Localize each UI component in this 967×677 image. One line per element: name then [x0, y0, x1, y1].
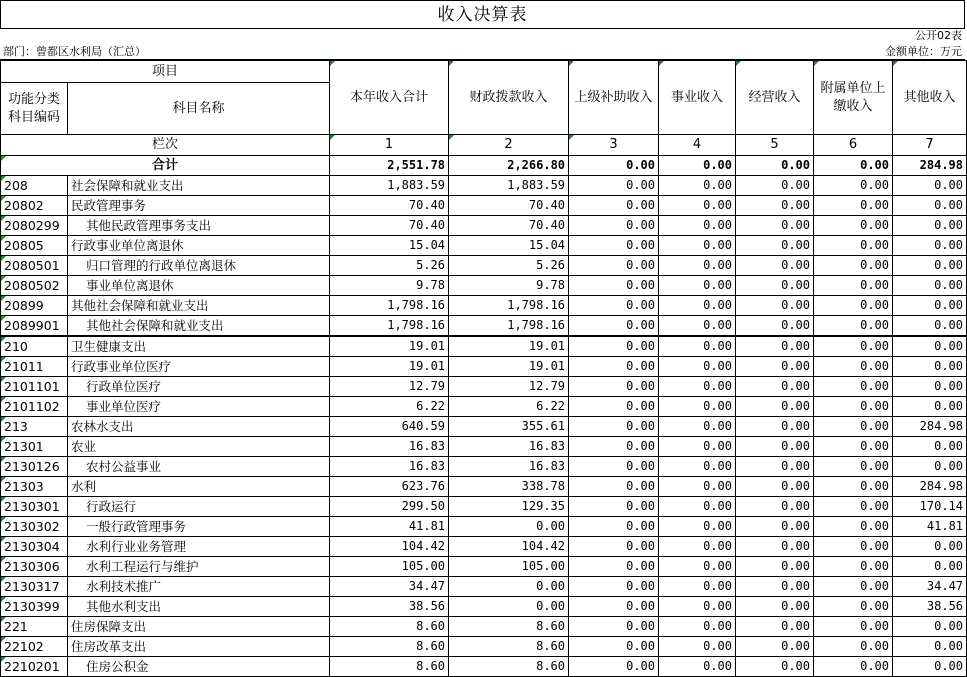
function-code-cell: 2130399 [1, 597, 68, 617]
header-row-top [1, 61, 967, 83]
function-code-cell: 21011 [1, 357, 68, 377]
function-code-cell: 22102 [1, 637, 68, 657]
amount-cell: 0.00 [736, 517, 814, 537]
amount-cell: 41.81 [330, 517, 449, 537]
form-code: 公开02表 [915, 29, 962, 42]
function-code-cell: 2101101 [1, 377, 68, 397]
amount-cell: 0.00 [659, 296, 736, 316]
amount-cell: 0.00 [569, 276, 659, 296]
amount-cell: 0.00 [814, 657, 893, 677]
function-code-cell: 2101102 [1, 397, 68, 417]
amount-cell: 0.00 [893, 617, 967, 637]
function-code-cell: 2130301 [1, 497, 68, 517]
header-item-group: 项目 [1, 61, 330, 83]
amount-cell: 299.50 [330, 497, 449, 517]
amount-cell: 0.00 [814, 256, 893, 276]
header-col-7: 其他收入 [893, 61, 967, 135]
seq-number: 7 [893, 135, 967, 156]
amount-cell: 0.00 [736, 617, 814, 637]
amount-cell: 0.00 [569, 397, 659, 417]
amount-cell: 0.00 [659, 597, 736, 617]
amount-cell: 0.00 [659, 196, 736, 216]
table-row [1, 617, 967, 637]
header-col-6: 附属单位上缴收入 [814, 61, 893, 135]
amount-cell: 0.00 [736, 437, 814, 457]
subject-name-cell: 水利技术推广 [68, 577, 330, 597]
amount-cell: 0.00 [814, 577, 893, 597]
amount-cell: 1,798.16 [449, 296, 569, 316]
amount-cell: 0.00 [736, 637, 814, 657]
amount-cell: 0.00 [814, 637, 893, 657]
amount-cell: 0.00 [659, 276, 736, 296]
amount-cell: 1,883.59 [449, 176, 569, 196]
amount-cell: 0.00 [736, 477, 814, 497]
amount-cell: 16.83 [330, 437, 449, 457]
amount-cell: 0.00 [893, 256, 967, 276]
subject-name-cell: 农业 [68, 437, 330, 457]
function-code-cell: 21301 [1, 437, 68, 457]
amount-cell: 0.00 [659, 617, 736, 637]
subject-name-cell: 事业单位离退休 [68, 276, 330, 296]
amount-cell: 19.01 [330, 357, 449, 377]
amount-cell: 0.00 [659, 236, 736, 256]
amount-cell: 0.00 [893, 176, 967, 196]
total-value: 0.00 [659, 156, 736, 176]
amount-cell: 0.00 [569, 357, 659, 377]
amount-cell: 6.22 [330, 397, 449, 417]
amount-cell: 129.35 [449, 497, 569, 517]
amount-cell: 0.00 [893, 216, 967, 236]
amount-cell: 105.00 [330, 557, 449, 577]
amount-cell: 0.00 [814, 457, 893, 477]
amount-cell: 1,798.16 [330, 296, 449, 316]
amount-cell: 0.00 [736, 657, 814, 677]
function-code-cell: 2089901 [1, 316, 68, 337]
table-row [1, 176, 967, 196]
function-code-cell: 221 [1, 617, 68, 637]
amount-cell: 34.47 [330, 577, 449, 597]
function-code-cell: 2080501 [1, 256, 68, 276]
function-code-cell: 213 [1, 417, 68, 437]
amount-cell: 0.00 [449, 577, 569, 597]
amount-cell: 355.61 [449, 417, 569, 437]
amount-cell: 0.00 [893, 296, 967, 316]
subject-name-cell: 事业单位医疗 [68, 397, 330, 417]
amount-cell: 0.00 [659, 336, 736, 357]
seq-number: 3 [569, 135, 659, 156]
amount-cell: 0.00 [814, 236, 893, 256]
table-row [1, 397, 967, 417]
table-row [1, 577, 967, 597]
amount-cell: 623.76 [330, 477, 449, 497]
amount-cell: 0.00 [449, 517, 569, 537]
subject-name-cell: 其他社会保障和就业支出 [68, 296, 330, 316]
amount-cell: 0.00 [569, 597, 659, 617]
header-col-5: 经营收入 [736, 61, 814, 135]
function-code-cell: 2080299 [1, 216, 68, 236]
amount-cell: 8.60 [330, 657, 449, 677]
amount-cell: 16.83 [449, 437, 569, 457]
header-col-4: 事业收入 [659, 61, 736, 135]
amount-cell: 0.00 [569, 296, 659, 316]
amount-cell: 105.00 [449, 557, 569, 577]
amount-cell: 0.00 [814, 617, 893, 637]
function-code-cell: 210 [1, 336, 68, 357]
function-code-cell: 21303 [1, 477, 68, 497]
amount-cell: 0.00 [814, 296, 893, 316]
subject-name-cell: 行政事业单位离退休 [68, 236, 330, 256]
amount-cell: 0.00 [659, 176, 736, 196]
amount-cell: 0.00 [893, 457, 967, 477]
amount-cell: 0.00 [659, 417, 736, 437]
table-row [1, 216, 967, 236]
amount-cell: 0.00 [814, 357, 893, 377]
subject-name-cell: 行政运行 [68, 497, 330, 517]
amount-cell: 0.00 [659, 397, 736, 417]
subject-name-cell: 其他水利支出 [68, 597, 330, 617]
function-code-cell: 2130126 [1, 457, 68, 477]
amount-cell: 0.00 [814, 196, 893, 216]
amount-cell: 15.04 [330, 236, 449, 256]
total-row [1, 156, 967, 176]
amount-cell: 0.00 [569, 417, 659, 437]
amount-cell: 0.00 [814, 557, 893, 577]
subject-name-cell: 其他民政管理事务支出 [68, 216, 330, 236]
amount-cell: 0.00 [659, 216, 736, 236]
amount-cell: 0.00 [814, 517, 893, 537]
table-row [1, 657, 967, 677]
amount-cell: 0.00 [736, 397, 814, 417]
table-row [1, 296, 967, 316]
table-row [1, 557, 967, 577]
table-row [1, 236, 967, 256]
amount-cell: 8.60 [449, 617, 569, 637]
header-col-2: 财政拨款收入 [449, 61, 569, 135]
function-code-cell: 2130306 [1, 557, 68, 577]
amount-cell: 0.00 [814, 216, 893, 236]
amount-cell: 0.00 [736, 236, 814, 256]
amount-cell: 0.00 [569, 477, 659, 497]
subject-name-cell: 农林水支出 [68, 417, 330, 437]
amount-cell: 0.00 [659, 357, 736, 377]
amount-cell: 0.00 [659, 557, 736, 577]
subject-name-cell: 一般行政管理事务 [68, 517, 330, 537]
header-subject-name: 科目名称 [68, 83, 330, 135]
table-row [1, 517, 967, 537]
subject-name-cell: 社会保障和就业支出 [68, 176, 330, 196]
total-value: 284.98 [893, 156, 967, 176]
amount-cell: 0.00 [569, 176, 659, 196]
seq-number: 2 [449, 135, 569, 156]
amount-cell: 0.00 [893, 397, 967, 417]
amount-cell: 0.00 [659, 457, 736, 477]
amount-cell: 0.00 [659, 517, 736, 537]
amount-cell: 9.78 [449, 276, 569, 296]
amount-cell: 70.40 [449, 216, 569, 236]
amount-cell: 0.00 [659, 437, 736, 457]
amount-cell: 0.00 [893, 276, 967, 296]
subject-name-cell: 水利工程运行与维护 [68, 557, 330, 577]
amount-cell: 0.00 [569, 617, 659, 637]
amount-cell: 0.00 [736, 417, 814, 437]
amount-cell: 0.00 [893, 316, 967, 337]
amount-cell: 41.81 [893, 517, 967, 537]
amount-cell: 0.00 [814, 477, 893, 497]
amount-cell: 0.00 [893, 236, 967, 256]
amount-cell: 0.00 [814, 336, 893, 357]
amount-cell: 0.00 [569, 517, 659, 537]
amount-cell: 0.00 [736, 316, 814, 337]
amount-cell: 0.00 [569, 437, 659, 457]
amount-cell: 0.00 [569, 557, 659, 577]
total-label: 合计 [1, 156, 330, 176]
amount-cell: 70.40 [330, 216, 449, 236]
amount-cell: 0.00 [659, 637, 736, 657]
table-row [1, 457, 967, 477]
subject-name-cell: 其他社会保障和就业支出 [68, 316, 330, 337]
amount-cell: 0.00 [736, 557, 814, 577]
amount-cell: 0.00 [814, 597, 893, 617]
amount-cell: 0.00 [814, 397, 893, 417]
seq-number: 5 [736, 135, 814, 156]
amount-cell: 0.00 [736, 176, 814, 196]
amount-cell: 0.00 [659, 577, 736, 597]
amount-cell: 0.00 [569, 316, 659, 337]
amount-cell: 0.00 [893, 657, 967, 677]
amount-cell: 0.00 [893, 377, 967, 397]
amount-cell: 0.00 [569, 236, 659, 256]
table-row [1, 537, 967, 557]
amount-cell: 0.00 [814, 377, 893, 397]
amount-cell: 8.60 [330, 637, 449, 657]
header-func-code: 功能分类科目编码 [1, 83, 68, 135]
amount-cell: 0.00 [814, 316, 893, 337]
amount-cell: 0.00 [659, 537, 736, 557]
table-row [1, 497, 967, 517]
amount-cell: 0.00 [736, 497, 814, 517]
amount-cell: 0.00 [569, 497, 659, 517]
subject-name-cell: 住房公积金 [68, 657, 330, 677]
amount-cell: 0.00 [814, 276, 893, 296]
amount-cell: 0.00 [736, 216, 814, 236]
amount-cell: 8.60 [449, 657, 569, 677]
function-code-cell: 2080502 [1, 276, 68, 296]
amount-cell: 12.79 [449, 377, 569, 397]
amount-cell: 0.00 [569, 216, 659, 236]
amount-cell: 0.00 [893, 196, 967, 216]
subject-name-cell: 水利行业业务管理 [68, 537, 330, 557]
function-code-cell: 20899 [1, 296, 68, 316]
amount-cell: 640.59 [330, 417, 449, 437]
subject-name-cell: 住房保障支出 [68, 617, 330, 637]
total-value: 0.00 [569, 156, 659, 176]
subject-name-cell: 农村公益事业 [68, 457, 330, 477]
unit-label: 金额单位：万元 [885, 45, 962, 58]
table-row [1, 417, 967, 437]
amount-cell: 15.04 [449, 236, 569, 256]
amount-cell: 0.00 [569, 537, 659, 557]
amount-cell: 0.00 [736, 597, 814, 617]
function-code-cell: 2130302 [1, 517, 68, 537]
seq-number: 6 [814, 135, 893, 156]
seq-number: 4 [659, 135, 736, 156]
amount-cell: 0.00 [736, 296, 814, 316]
amount-cell: 9.78 [330, 276, 449, 296]
subject-name-cell: 住房改革支出 [68, 637, 330, 657]
subject-name-cell: 卫生健康支出 [68, 336, 330, 357]
table-row [1, 196, 967, 216]
table-row [1, 316, 967, 337]
amount-cell: 0.00 [736, 457, 814, 477]
amount-cell: 0.00 [736, 357, 814, 377]
function-code-cell: 20802 [1, 196, 68, 216]
table-row [1, 336, 967, 357]
seq-label: 栏次 [1, 135, 330, 156]
table-row [1, 597, 967, 617]
table-row [1, 357, 967, 377]
meta-line [0, 43, 965, 60]
amount-cell: 0.00 [893, 357, 967, 377]
amount-cell: 38.56 [330, 597, 449, 617]
amount-cell: 0.00 [736, 577, 814, 597]
amount-cell: 0.00 [569, 637, 659, 657]
amount-cell: 1,883.59 [330, 176, 449, 196]
table-title: 收入决算表 [0, 0, 965, 29]
function-code-cell: 20805 [1, 236, 68, 256]
amount-cell: 1,798.16 [449, 316, 569, 337]
amount-cell: 38.56 [893, 597, 967, 617]
amount-cell: 0.00 [569, 657, 659, 677]
header-col-1: 本年收入合计 [330, 61, 449, 135]
amount-cell: 0.00 [569, 256, 659, 276]
amount-cell: 0.00 [814, 437, 893, 457]
total-value: 2,551.78 [330, 156, 449, 176]
amount-cell: 19.01 [449, 357, 569, 377]
amount-cell: 0.00 [569, 577, 659, 597]
amount-cell: 8.60 [330, 617, 449, 637]
amount-cell: 0.00 [814, 176, 893, 196]
amount-cell: 0.00 [569, 336, 659, 357]
seq-number: 1 [330, 135, 449, 156]
table-row [1, 276, 967, 296]
subject-name-cell: 水利 [68, 477, 330, 497]
amount-cell: 19.01 [330, 336, 449, 357]
table-row [1, 377, 967, 397]
amount-cell: 0.00 [736, 256, 814, 276]
subject-name-cell: 民政管理事务 [68, 196, 330, 216]
function-code-cell: 2210201 [1, 657, 68, 677]
amount-cell: 5.26 [330, 256, 449, 276]
department-label: 部门：曾都区水利局（汇总） [3, 45, 146, 58]
amount-cell: 0.00 [659, 497, 736, 517]
amount-cell: 0.00 [736, 276, 814, 296]
amount-cell: 0.00 [449, 597, 569, 617]
amount-cell: 0.00 [736, 336, 814, 357]
amount-cell: 0.00 [659, 477, 736, 497]
amount-cell: 0.00 [893, 336, 967, 357]
amount-cell: 8.60 [449, 637, 569, 657]
amount-cell: 16.83 [449, 457, 569, 477]
amount-cell: 284.98 [893, 417, 967, 437]
total-value: 0.00 [736, 156, 814, 176]
subject-name-cell: 归口管理的行政单位离退休 [68, 256, 330, 276]
amount-cell: 170.14 [893, 497, 967, 517]
amount-cell: 6.22 [449, 397, 569, 417]
amount-cell: 0.00 [659, 316, 736, 337]
amount-cell: 104.42 [330, 537, 449, 557]
amount-cell: 0.00 [569, 377, 659, 397]
amount-cell: 12.79 [330, 377, 449, 397]
seq-row [1, 135, 967, 156]
subject-name-cell: 行政单位医疗 [68, 377, 330, 397]
function-code-cell: 208 [1, 176, 68, 196]
table-row [1, 637, 967, 657]
amount-cell: 0.00 [814, 417, 893, 437]
amount-cell: 70.40 [449, 196, 569, 216]
amount-cell: 70.40 [330, 196, 449, 216]
income-table [0, 60, 967, 677]
function-code-cell: 2130304 [1, 537, 68, 557]
table-row [1, 437, 967, 457]
table-row [1, 256, 967, 276]
amount-cell: 19.01 [449, 336, 569, 357]
total-value: 0.00 [814, 156, 893, 176]
header-col-3: 上级补助收入 [569, 61, 659, 135]
total-value: 2,266.80 [449, 156, 569, 176]
amount-cell: 0.00 [893, 637, 967, 657]
amount-cell: 0.00 [659, 657, 736, 677]
amount-cell: 0.00 [814, 497, 893, 517]
amount-cell: 16.83 [330, 457, 449, 477]
amount-cell: 0.00 [569, 457, 659, 477]
amount-cell: 0.00 [736, 196, 814, 216]
amount-cell: 0.00 [659, 377, 736, 397]
amount-cell: 1,798.16 [330, 316, 449, 337]
amount-cell: 34.47 [893, 577, 967, 597]
amount-cell: 0.00 [893, 437, 967, 457]
amount-cell: 284.98 [893, 477, 967, 497]
amount-cell: 338.78 [449, 477, 569, 497]
amount-cell: 0.00 [736, 377, 814, 397]
amount-cell: 0.00 [893, 557, 967, 577]
subject-name-cell: 行政事业单位医疗 [68, 357, 330, 377]
table-body [1, 176, 967, 677]
amount-cell: 0.00 [569, 196, 659, 216]
amount-cell: 0.00 [659, 256, 736, 276]
amount-cell: 0.00 [736, 537, 814, 557]
amount-cell: 5.26 [449, 256, 569, 276]
table-row [1, 477, 967, 497]
amount-cell: 104.42 [449, 537, 569, 557]
function-code-cell: 2130317 [1, 577, 68, 597]
amount-cell: 0.00 [893, 537, 967, 557]
amount-cell: 0.00 [814, 537, 893, 557]
